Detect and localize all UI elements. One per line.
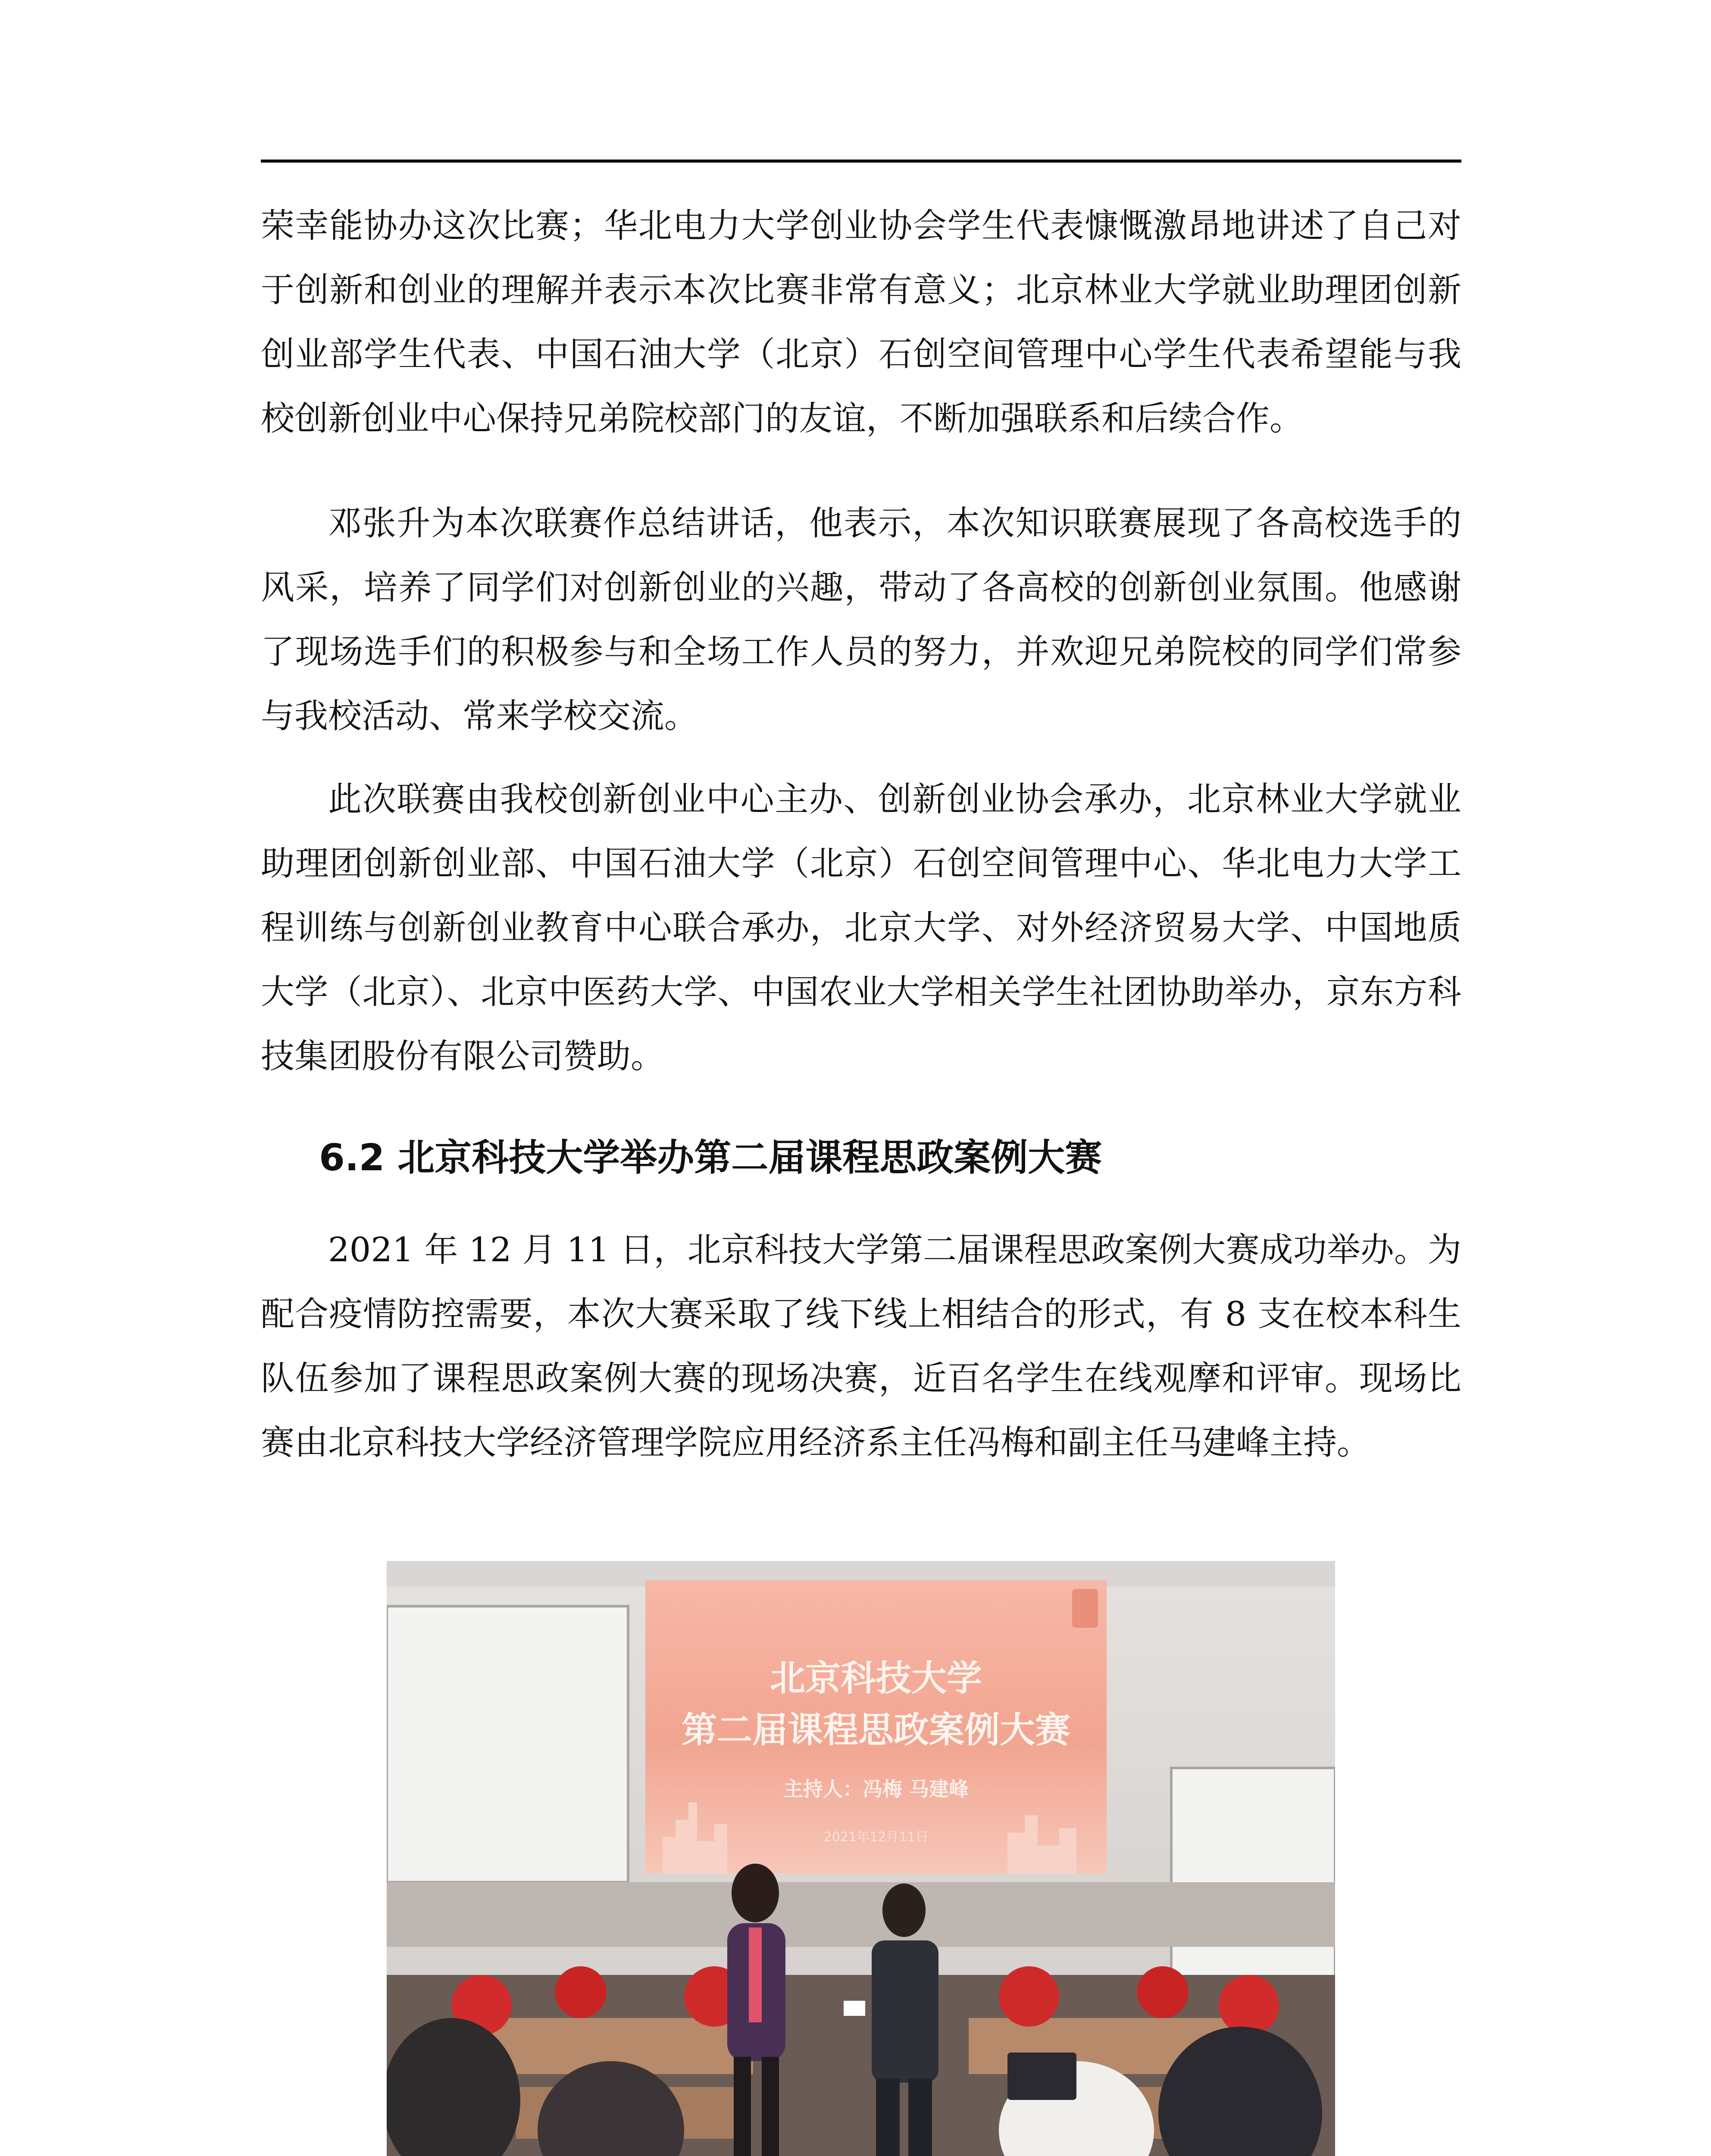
- screen-hosts: 主持人：冯梅 马建峰: [783, 1777, 969, 1801]
- paragraph-continuation: 荣幸能协办这次比赛；华北电力大学创业协会学生代表慷慨激昂地讲述了自己对于创新和创业的理解并表示本次比赛非常有意义；北京林业大学就业助理团创新创业部学生代表、中国石油大学（北京）石创空间管理中心学生代表希望能与我校创新创业中心保持兄弟院校部门的友谊，不断加强联系和后续合作。: [261, 207, 1461, 438]
- screen-title-line2: 第二届课程思政案例大赛: [681, 1709, 1071, 1751]
- event-photo: [387, 1561, 1335, 2156]
- screen-title-line1: 北京科技大学: [769, 1658, 982, 1699]
- paragraph-summary-speech: 邓张升为本次联赛作总结讲话，他表示，本次知识联赛展现了各高校选手的风采，培养了同学们对创新创业的兴趣，带动了各高校的创新创业氛围。他感谢了现场选手们的积极参与和全场工作人员的努力，并欢迎兄弟院校的同学们常参与我校活动、常来学校交流。: [261, 504, 1461, 736]
- header-rule: [261, 160, 1461, 163]
- section-heading: 6.2 北京科技大学举办第二届课程思政案例大赛: [319, 1136, 1102, 1179]
- school-emblem-icon: [1072, 1589, 1098, 1628]
- paragraph-event-intro: 2021 年 12 月 11 日，北京科技大学第二届课程思政案例大赛成功举办。为配合疫情防控需要，本次大赛采取了线下线上相结合的形式，有 8 支在校本科生队伍参加了课程思政案例大赛的现场决赛，近百名学生在线观摩和评审。现场比赛由北京科技大学经济管理学院应用经济系主任冯梅和副主任马建峰主持。: [261, 1231, 1461, 1462]
- screen-date: 2021年12月11日: [823, 1830, 929, 1845]
- paragraph-organizers: 此次联赛由我校创新创业中心主办、创新创业协会承办，北京林业大学就业助理团创新创业部、中国石油大学（北京）石创空间管理中心、华北电力大学工程训练与创新创业教育中心联合承办，北京大学、对外经济贸易大学、中国地质大学（北京）、北京中医药大学、中国农业大学相关学生社团协助举办，京东方科技集团股份有限公司赞助。: [261, 780, 1461, 1076]
